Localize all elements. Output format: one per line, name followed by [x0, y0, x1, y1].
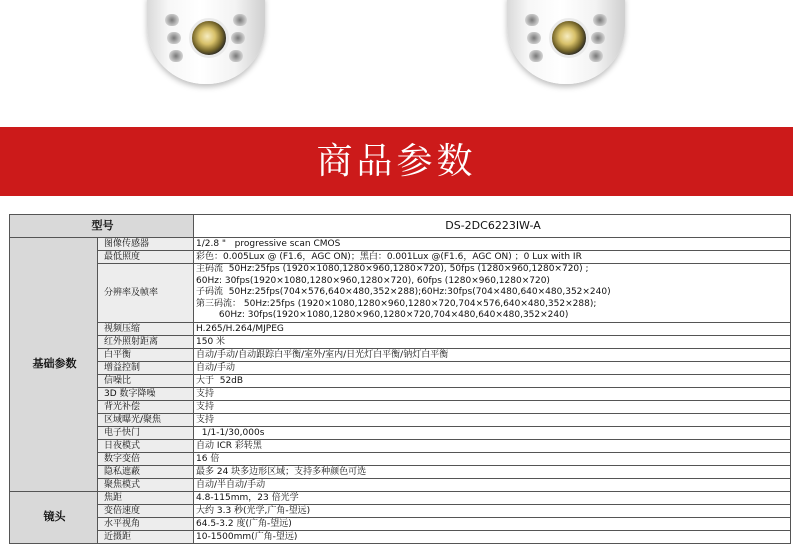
spec-value	[194, 335, 791, 348]
banner-title: 商品参数	[316, 141, 477, 182]
spec-value-line: 60Hz: 30fps(1920×1080,1280×960,1280×720), 60fps (1280×960,1280×720)	[196, 275, 550, 286]
spec-label: 最低照度	[98, 251, 194, 264]
category-label: 镜头	[10, 491, 98, 543]
spec-row	[10, 264, 791, 323]
spec-row	[10, 465, 791, 478]
spec-value	[194, 348, 791, 361]
spec-value-line: 第三码流： 50Hz:25fps (1920×1080,1280×960,1280×720,704×576,640×480,352×288);	[196, 298, 597, 309]
spec-label: 电子快门	[98, 426, 194, 439]
ir-led-icon	[591, 32, 605, 44]
spec-value-line: 主码流 50Hz:25fps (1920×1080,1280×960,1280×720), 50fps (1280×960,1280×720) ;	[196, 264, 589, 274]
spec-value-line: 子码流 50Hz:25fps(704×576,640×480,352×288);60Hz:30fps(704×480,640×480,352×240)	[196, 287, 611, 297]
spec-row	[10, 530, 791, 543]
ir-led-icon	[525, 14, 539, 26]
model-value: DS-2DC6223IW-A	[194, 215, 791, 238]
ir-led-icon	[229, 50, 243, 62]
spec-value-line: 最多 24 块多边形区域；支持多种颜色可选	[196, 466, 367, 477]
spec-value-line: 1/1-1/30,000s	[196, 427, 265, 438]
spec-value-line: H.265/H.264/MJPEG	[196, 323, 284, 334]
spec-label: 红外照射距离	[98, 335, 194, 348]
spec-value-line: 16 倍	[196, 453, 220, 464]
spec-value-line: 支持	[196, 414, 215, 425]
spec-value	[194, 478, 791, 491]
ir-led-icon	[589, 50, 603, 62]
spec-label: 近摄距	[98, 530, 194, 543]
model-label: 型号	[10, 215, 194, 238]
spec-value-line: 大于 52dB	[196, 375, 244, 386]
ir-led-icon	[593, 14, 607, 26]
spec-label: 视频压缩	[98, 322, 194, 335]
spec-row	[10, 361, 791, 374]
spec-value	[194, 491, 791, 504]
spec-label: 焦距	[98, 491, 194, 504]
spec-row	[10, 251, 791, 264]
spec-label: 水平视角	[98, 517, 194, 530]
ir-led-icon	[529, 50, 543, 62]
spec-value	[194, 530, 791, 543]
product-photo-strip	[0, 0, 793, 96]
spec-value-line: 支持	[196, 388, 215, 399]
spec-label: 3D 数字降噪	[98, 387, 194, 400]
spec-row	[10, 439, 791, 452]
spec-value	[194, 238, 791, 251]
camera-lens-icon	[549, 18, 589, 58]
spec-value-line: 自动/手动	[196, 362, 236, 373]
spec-table	[9, 214, 790, 544]
spec-value-line: 10-1500mm(广角-望远)	[196, 531, 298, 542]
spec-label: 白平衡	[98, 348, 194, 361]
spec-value-line: 4.8-115mm，23 倍光学	[196, 492, 299, 503]
ir-led-icon	[165, 14, 179, 26]
spec-row	[10, 517, 791, 530]
spec-value-line: 150 米	[196, 336, 226, 347]
spec-label: 图像传感器	[98, 238, 194, 251]
spec-value	[194, 413, 791, 426]
spec-value-line: 64.5-3.2 度(广角-望远)	[196, 518, 292, 529]
spec-value-line: 60Hz: 30fps(1920×1080,1280×960,1280×720,704×480,640×480,352×240)	[196, 310, 569, 320]
spec-row	[10, 374, 791, 387]
ir-led-icon	[233, 14, 247, 26]
camera-image-right	[507, 0, 625, 88]
spec-label: 信噪比	[98, 374, 194, 387]
spec-value	[194, 517, 791, 530]
spec-value	[194, 452, 791, 465]
camera-image-left	[147, 0, 265, 88]
spec-value	[194, 387, 791, 400]
spec-value	[194, 361, 791, 374]
ir-led-icon	[527, 32, 541, 44]
spec-row	[10, 335, 791, 348]
spec-label: 数字变倍	[98, 452, 194, 465]
category-label: 基础参数	[10, 238, 98, 492]
spec-label: 增益控制	[98, 361, 194, 374]
ir-led-icon	[231, 32, 245, 44]
spec-row	[10, 400, 791, 413]
spec-value-line: 自动 ICR 彩转黑	[196, 440, 262, 451]
camera-lens-icon	[189, 18, 229, 58]
spec-value-line: 支持	[196, 401, 215, 412]
spec-value-line: 自动/半自动/手动	[196, 479, 266, 490]
spec-label: 日夜模式	[98, 439, 194, 452]
spec-row	[10, 238, 791, 251]
spec-value	[194, 504, 791, 517]
spec-label: 区域曝光/聚焦	[98, 413, 194, 426]
spec-label: 隐私遮蔽	[98, 465, 194, 478]
spec-row	[10, 413, 791, 426]
spec-value	[194, 374, 791, 387]
spec-value-line: 自动/手动/自动跟踪白平衡/室外/室内/日光灯白平衡/钠灯白平衡	[196, 349, 449, 360]
spec-value	[194, 264, 791, 323]
spec-row	[10, 452, 791, 465]
spec-label: 分辨率及帧率	[98, 264, 194, 323]
spec-row	[10, 426, 791, 439]
spec-label: 聚焦模式	[98, 478, 194, 491]
spec-row	[10, 491, 791, 504]
section-banner	[0, 127, 793, 196]
spec-value	[194, 465, 791, 478]
spec-value	[194, 426, 791, 439]
spec-label: 变倍速度	[98, 504, 194, 517]
spec-value	[194, 251, 791, 264]
ir-led-icon	[169, 50, 183, 62]
spec-value-line: 大约 3.3 秒(光学,广角-望远)	[196, 505, 311, 516]
spec-value	[194, 322, 791, 335]
spec-value	[194, 439, 791, 452]
spec-row	[10, 322, 791, 335]
spec-label: 背光补偿	[98, 400, 194, 413]
spec-value-line: 1/2.8 " progressive scan CMOS	[196, 239, 341, 249]
spec-value	[194, 400, 791, 413]
spec-row	[10, 478, 791, 491]
model-row	[10, 215, 791, 238]
spec-row	[10, 387, 791, 400]
ir-led-icon	[167, 32, 181, 44]
spec-value-line: 彩色：0.005Lux @ (F1.6，AGC ON)；黑白：0.001Lux @(F1.6，AGC ON) ；0 Lux with IR	[196, 252, 582, 262]
spec-row	[10, 348, 791, 361]
spec-row	[10, 504, 791, 517]
